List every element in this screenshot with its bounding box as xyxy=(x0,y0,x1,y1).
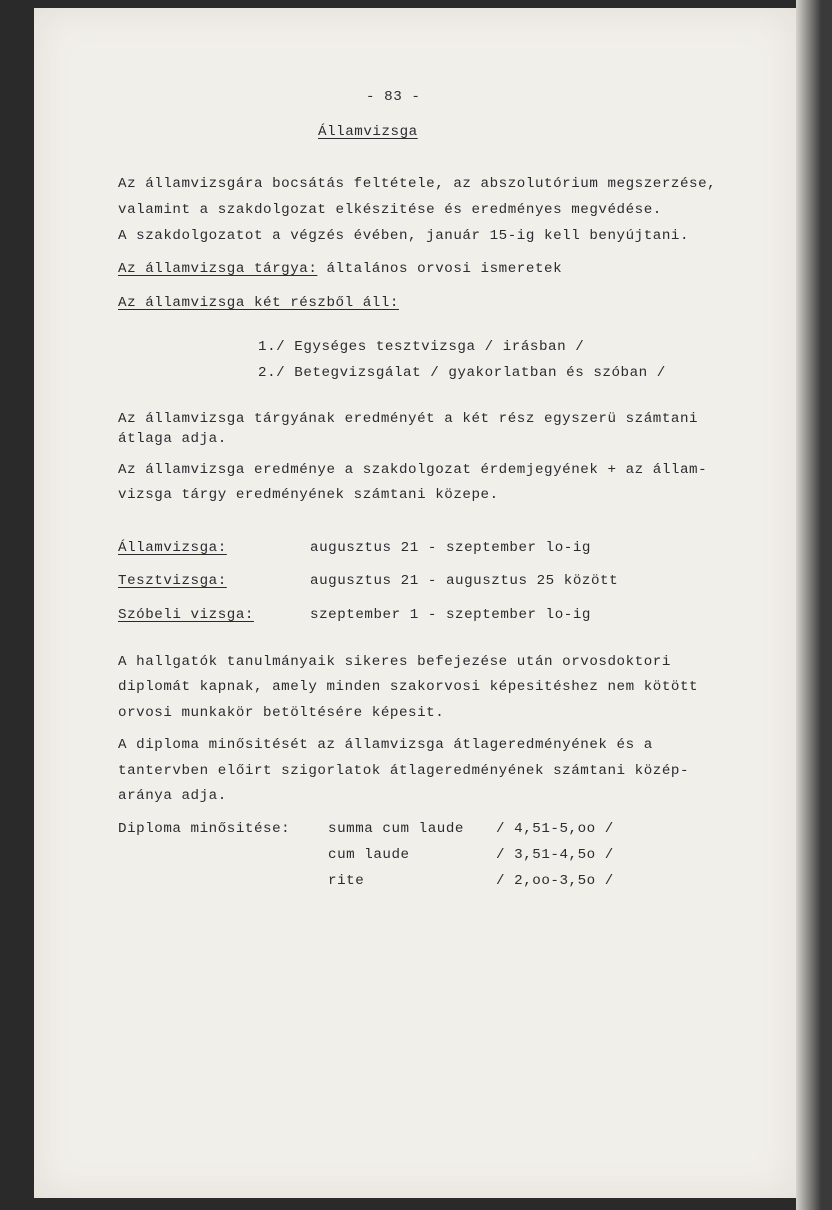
schedule-label-tesztvizsga: Tesztvizsga: xyxy=(118,573,227,589)
graduation-line-3: orvosi munkakör betöltésére képesit. xyxy=(118,705,445,721)
schedule-value-allamvizsga: augusztus 21 - szeptember lo-ig xyxy=(310,540,591,556)
graduation-line-1: A hallgatók tanulmányaik sikeres befejezése után orvosdoktori xyxy=(118,654,671,670)
part-item-2: 2./ Betegvizsgálat / gyakorlatban és szóban / xyxy=(258,365,666,381)
subject-value: általános orvosi ismeretek xyxy=(317,261,563,277)
grade-line-2: átlaga adja. xyxy=(118,431,227,447)
scan-edge xyxy=(796,0,832,1210)
diploma-label: Diploma minősitése: xyxy=(118,821,291,837)
diploma-line-1: A diploma minősitését az államvizsga átlageredményének és a xyxy=(118,737,653,753)
diploma-grade-name: rite xyxy=(328,873,365,889)
schedule-value-tesztvizsga: augusztus 21 - augusztus 25 között xyxy=(310,573,619,589)
page-number: - 83 - xyxy=(366,89,421,105)
schedule-label-szobeli: Szóbeli vizsga: xyxy=(118,607,254,623)
grade-line-4: vizsga tárgy eredményének számtani közepe. xyxy=(118,487,499,503)
grade-line-3: Az államvizsga eredménye a szakdolgozat érdemjegyének + az állam- xyxy=(118,462,708,478)
subject-line xyxy=(118,262,562,276)
part-item-1: 1./ Egységes tesztvizsga / irásban / xyxy=(258,339,585,355)
diploma-grade-range: / 4,51-5,oo / xyxy=(496,821,614,837)
grade-line-1: Az államvizsga tárgyának eredményét a két rész egyszerü számtani xyxy=(118,411,699,427)
intro-line-3: A szakdolgozatot a végzés évében, január 15-ig kell benyújtani. xyxy=(118,228,690,244)
diploma-grade-range: / 2,oo-3,5o / xyxy=(496,873,614,889)
diploma-grade-range: / 3,51-4,5o / xyxy=(496,847,614,863)
parts-heading: Az államvizsga két részből áll: xyxy=(118,295,399,311)
diploma-line-3: aránya adja. xyxy=(118,788,227,804)
diploma-grade-name: cum laude xyxy=(328,847,410,863)
schedule-label-allamvizsga: Államvizsga: xyxy=(118,540,227,556)
page-title: Államvizsga xyxy=(318,124,418,140)
diploma-line-2: tantervben előirt szigorlatok átlageredményének számtani közép- xyxy=(118,763,690,779)
schedule-value-szobeli: szeptember 1 - szeptember lo-ig xyxy=(310,607,591,623)
graduation-line-2: diplomát kapnak, amely minden szakorvosi képesitéshez nem kötött xyxy=(118,679,699,695)
intro-line-1: Az államvizsgára bocsátás feltétele, az abszolutórium megszerzése, xyxy=(118,176,717,192)
subject-label: Az államvizsga tárgya: xyxy=(118,261,318,277)
diploma-grade-name: summa cum laude xyxy=(328,821,464,837)
intro-line-2: valamint a szakdolgozat elkészitése és eredményes megvédése. xyxy=(118,202,662,218)
